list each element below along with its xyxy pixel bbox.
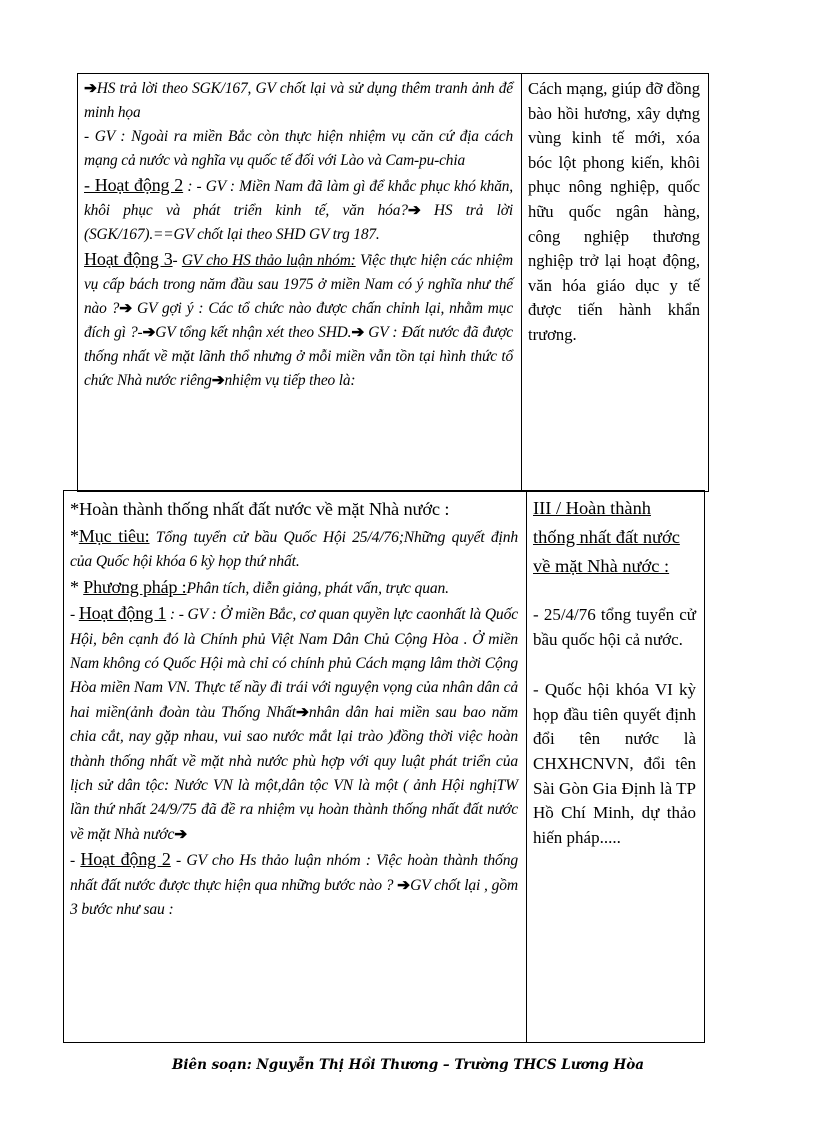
section-heading: *Hoàn thành thống nhất đất nước về mặt Nhà nước : <box>70 499 450 519</box>
text: GV cho HS thảo luận nhóm: <box>181 252 356 269</box>
paragraph <box>84 173 513 247</box>
text: GV tổng kết nhận xét theo SHD. <box>155 324 352 341</box>
page-footer: Biên soạn: Nguyễn Thị Hồi Thương – Trường THCS Lương Hòa <box>171 1057 645 1073</box>
paragraph: - 25/4/76 tổng tuyển cử bầu quốc hội cả nước. <box>533 605 696 649</box>
method-label: Phương pháp : <box>83 576 187 597</box>
table-row <box>78 74 709 492</box>
text: GV chốt lại , gồm 3 bước như sau : <box>70 876 519 919</box>
text: GV gợi ý : Các tổ chức nào được chấn chỉnh lại, nhằm mục đích gì ?- <box>84 300 513 341</box>
activity-cell <box>78 74 522 492</box>
lesson-table-top <box>77 73 709 492</box>
activity-cell <box>64 491 527 1043</box>
text: nhân dân hai miền sau bao năm chia cắt, nay gặp nhau, vui sao nước mắt lại trào )đồng thời việc hoàn thành thống nhất về mặt nhà nước phù hợp với quy luật phát triển của lịch sử dân tộc: Nước VN là một,dân tộc VN là một ( ảnh Hội nghịTW lần thứ nhất 24/9/75 đã đề ra nhiệm vụ hoàn thành thống nhất đất nước về mặt Nhà nước <box>70 703 518 843</box>
activity-label: - Hoạt động 2 <box>84 175 184 195</box>
objective-label: Mục tiêu: <box>78 526 150 546</box>
section-title: III / Hoàn thành thống nhất đất nước về mặt Nhà nước : <box>533 498 680 576</box>
paragraph <box>70 575 518 601</box>
table-row <box>64 491 705 1043</box>
text: nhiệm vụ tiếp theo là: <box>224 372 356 389</box>
arrow-icon: ➔ <box>211 372 225 389</box>
text: - <box>70 606 79 624</box>
text: - <box>172 252 182 269</box>
arrow-icon: ➔ <box>174 825 188 843</box>
text: * <box>70 526 79 546</box>
spacer <box>533 652 696 678</box>
content-cell <box>527 491 705 1043</box>
arrow-icon: ➔ <box>142 324 156 341</box>
paragraph <box>70 601 518 847</box>
text: GV : Đất nước đã được thống nhất về mặt lãnh thổ nhưng ở mỗi miền vẫn tồn tại hình thức tổ chức Nhà nước riêng <box>84 324 513 389</box>
spacer <box>533 581 696 603</box>
text: HS trả lời theo SGK/167, GV chốt lại và sử dụng thêm tranh ảnh để minh họa <box>84 80 513 121</box>
text: * <box>70 576 84 597</box>
paragraph: - Quốc hội khóa VI kỳ họp đầu tiên quyết định đổi tên nước là CHXHCNVN, đổi tên Sài Gòn Gia Định là TP Hồ Chí Minh, dự thảo hiến pháp..... <box>533 680 696 847</box>
arrow-icon: ➔ <box>407 202 421 219</box>
text: Việc thực hiện các nhiệm vụ cấp bách trong năm đầu sau 1975 ở miền Nam có ý nghĩa như thế nào ? <box>84 252 513 317</box>
arrow-icon: ➔ <box>119 300 132 317</box>
lesson-table-bottom <box>63 490 705 1043</box>
text: : - GV : Miền Nam đã làm gì để khắc phục khó khăn, khôi phục và phát triển kinh tế, văn hóa? <box>84 178 513 219</box>
activity-label: Hoạt động 1 <box>78 603 167 624</box>
paragraph <box>84 247 513 393</box>
text: - GV cho Hs thảo luận nhóm : Việc hoàn thành thống nhất đất nước được thực hiện qua những bước nào ? <box>70 852 518 894</box>
text: : - GV : Ở miền Bắc, cơ quan quyền lực caonhất là Quốc Hội, bên cạnh đó là Chính phủ Việt Nam Dân Chủ Cộng Hòa . Ở miền Nam không có Quốc Hội mà chỉ có chính phủ Cách mạng lâm thời Cộng Hòa miền Nam VN. Thực tế nầy đi trái với nguyện vọng của nhân dân cả hai miền(ảnh đoàn tàu Thống Nhất <box>70 606 518 721</box>
activity-label: Hoạt động 3 <box>84 249 173 269</box>
paragraph: - GV : Ngoài ra miền Bắc còn thực hiện nhiệm vụ căn cứ địa cách mạng cả nước và nghĩa vụ quốc tế đối với Lào và Cam-pu-chia <box>84 128 513 169</box>
text: Phân tích, diễn giảng, phát vấn, trực quan. <box>186 579 449 597</box>
text: Tổng tuyển cử bầu Quốc Hội 25/4/76;Những quyết định của Quốc hội khóa 6 kỳ họp thứ nhất. <box>70 529 519 571</box>
activity-label: Hoạt động 2 <box>80 849 171 870</box>
content-cell <box>522 74 709 492</box>
paragraph: Cách mạng, giúp đỡ đồng bào hồi hương, xây dựng vùng kinh tế mới, xóa bóc lột phong kiến, khôi phục nông nghiệp, quốc hữu quốc ngân hàng, công nghiệp thương nghiệp trở lại hoạt động, văn hóa giáo dục y tế được tiến hành khẩn trương. <box>528 79 700 344</box>
arrow-icon: ➔ <box>397 876 411 894</box>
paragraph <box>84 77 513 125</box>
paragraph <box>70 524 518 575</box>
arrow-icon: ➔ <box>84 80 97 97</box>
text: HS trả lời (SGK/167).==GV chốt lại theo SHD GV trg 187. <box>84 202 513 243</box>
text: - <box>70 852 81 870</box>
arrow-icon: ➔ <box>295 703 309 721</box>
arrow-icon: ➔ <box>351 324 365 341</box>
paragraph <box>70 847 518 922</box>
